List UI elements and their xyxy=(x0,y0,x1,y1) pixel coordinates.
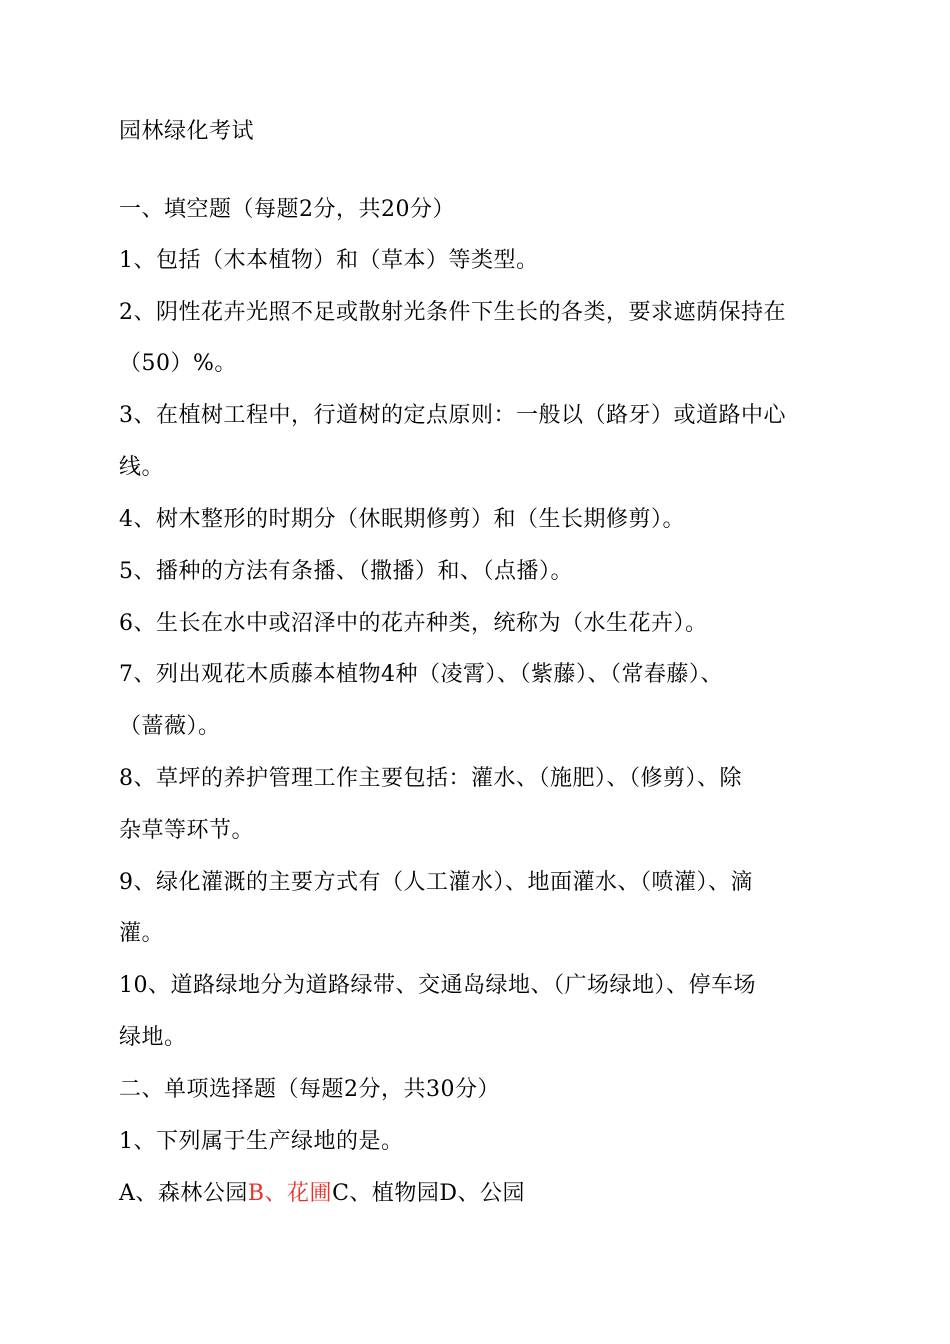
section-heading-multiple-choice: 二、单项选择题（每题2分，共30分） xyxy=(119,1077,500,1102)
question-10-line-2: 绿地。 xyxy=(119,1025,187,1050)
question-2-line-2: （50）%。 xyxy=(119,351,237,376)
document-title: 园林绿化考试 xyxy=(119,119,255,144)
mc-question-1-options xyxy=(119,1179,525,1209)
question-4: 4、树木整形的时期分（休眠期修剪）和（生长期修剪）。 xyxy=(119,507,685,532)
mc-question-1: 1、下列属于生产绿地的是。 xyxy=(119,1129,404,1154)
question-2-line-1: 2、阴性花卉光照不足或散射光条件下生长的各类，要求遮荫保持在 xyxy=(119,300,786,325)
option-a: A、森林公园 xyxy=(119,1181,248,1206)
option-b-answer: B、花圃 xyxy=(247,1181,333,1206)
question-9-line-1: 9、绿化灌溉的主要方式有（人工灌水）、地面灌水、（喷灌）、滴 xyxy=(119,870,753,895)
question-1: 1、包括（木本植物）和（草本）等类型。 xyxy=(119,248,539,273)
question-7-line-1: 7、列出观花木质藤本植物4种（凌霄）、（紫藤）、（常春藤）、 xyxy=(119,662,723,687)
section-heading-fill-in: 一、填空题（每题2分，共20分） xyxy=(119,197,455,222)
question-10-line-1: 10、道路绿地分为道路绿带、交通岛绿地、（广场绿地）、停车场 xyxy=(119,973,756,998)
question-8-line-1: 8、草坪的养护管理工作主要包括：灌水、（施肥）、（修剪）、除 xyxy=(119,766,742,791)
option-c-d: C、植物园D、公园 xyxy=(332,1181,526,1206)
question-8-line-2: 杂草等环节。 xyxy=(119,818,255,843)
question-6: 6、生长在水中或沼泽中的花卉种类，统称为（水生花卉）。 xyxy=(119,611,708,636)
question-5: 5、播种的方法有条播、（撒播）和、（点播）。 xyxy=(119,559,573,584)
question-3-line-2: 线。 xyxy=(119,455,165,480)
question-9-line-2: 灌。 xyxy=(119,921,165,946)
question-7-line-2: （蔷薇）。 xyxy=(119,714,221,739)
question-3-line-1: 3、在植树工程中，行道树的定点原则：一般以（路牙）或道路中心 xyxy=(119,403,786,428)
